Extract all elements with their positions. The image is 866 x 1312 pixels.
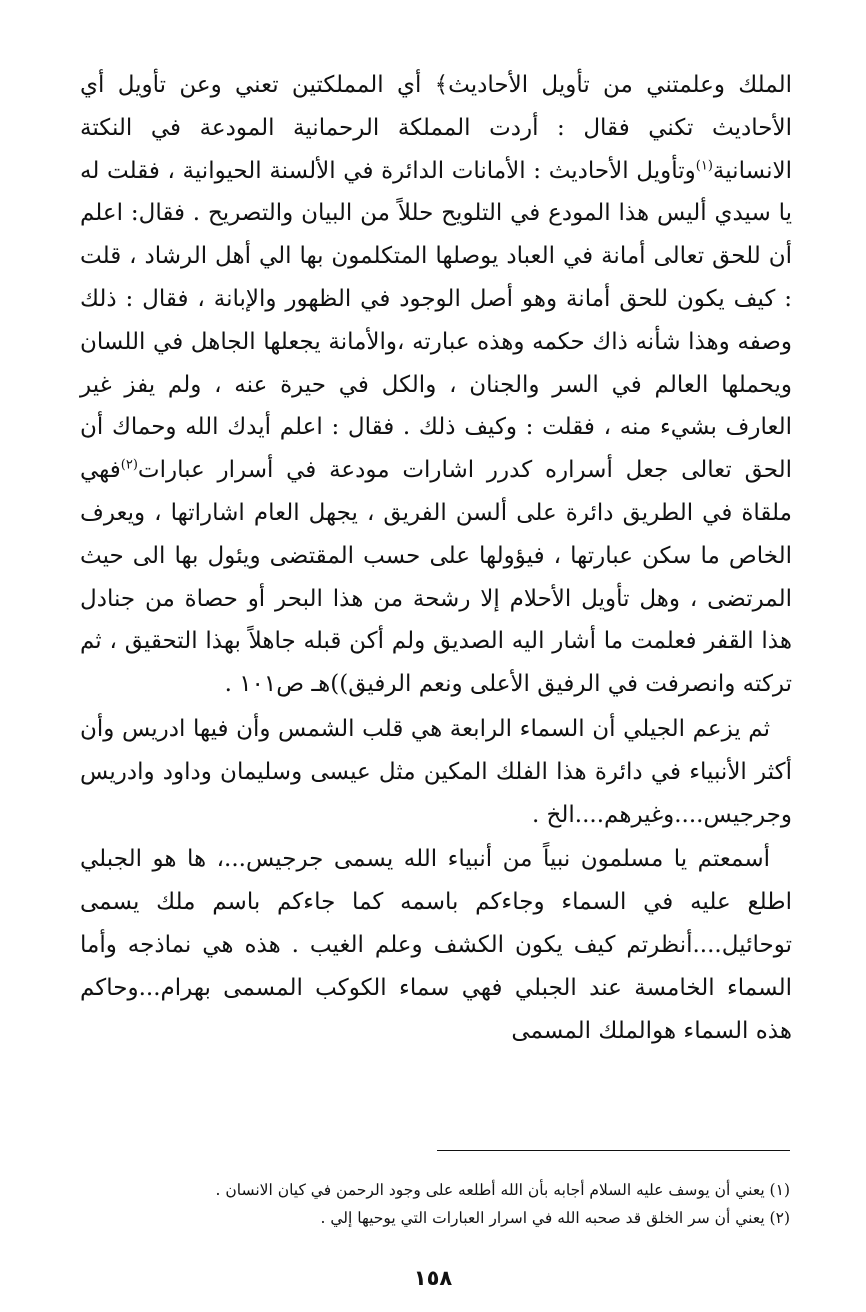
page-number: ١٥٨ bbox=[413, 1266, 453, 1290]
paragraph-1-text-b: وتأويل الأحاديث : الأمانات الدائرة في الألسنة الحيوانية ، فقلت له يا سيدي أليس هذا المودع في التلويح حللاً من البيان والتصريح . فقال: اعلم أن للحق تعالى أمانة في العباد يوصلها المتكلمون بها الي أهل الرشاد ، قلت : كيف يكون للحق أمانة وهو أصل الوجود في الظهور والإبانة ، فقال : ذلك وصفه وهذا شأنه ذاك حكمه وهذه عبارته ،والأمانة يجعلها الجاهل في اللسان ويحملها العالم في السر والجنان ، والكل في حيرة عنه ، ولم يفز غير العارف بشيء منه ، فقلت : وكيف ذلك . فقال : اعلم أيدك الله وحماك أن الحق تعالى جعل أسراره كدرر اشارات مودعة في أسرار عبارات bbox=[80, 157, 792, 484]
paragraph-3 bbox=[80, 838, 792, 1052]
footnote-1: (١) يعني أن يوسف عليه السلام أجابه بأن الله أطلعه على وجود الرحمن في كيان الانسان . bbox=[215, 1181, 790, 1199]
footnote-separator bbox=[437, 1150, 790, 1151]
paragraph-1-text-c: فهي ملقاة في الطريق دائرة على ألسن الفريق ، يجهل العام اشاراتها ، ويعرف الخاص ما سكن عبارتها ، فيؤولها على حسب المقتضى ويئول بها الى حيث المرتضى ، وهل تأويل الأحلام إلا رشحة من هذا البحر أو حصاة من جنادل هذا القفر فعلمت ما أشار اليه الصديق ولم أكن قبله جاهلاً بهذا التحقيق ، ثم تركته وانصرفت في الرفيق الأعلى ونعم الرفيق))هـ ص١٠١ . bbox=[80, 457, 792, 698]
footnotes bbox=[110, 1176, 790, 1232]
paragraph-3-text: أسمعتم يا مسلمون نبياً من أنبياء الله يسمى جرجيس...، ها هو الجبلي اطلع عليه في السماء وجاءكم باسمه كما جاءكم باسم ملك يسمى توحائيل....أنظرتم كيف يكون الكشف وعلم الغيب . هذه هي نماذجه وأما السماء الخامسة عند الجبلي فهي سماء الكوكب المسمى بهرام...وحاكم هذه السماء هوالملك المسمى bbox=[80, 846, 792, 1044]
paragraph-1-text-a: الملك وعلمتني من تأويل الأحاديث﴾ أي المملكتين تعني وعن تأويل أي الأحاديث تكني فقال : أردت المملكة الرحمانية المودعة في النكتة الانسانية bbox=[80, 72, 792, 184]
footnote-2: (٢) يعني أن سر الخلق قد صحبه الله في اسرار العبارات التي يوحيها إلي . bbox=[320, 1209, 790, 1227]
footnote-ref-1[interactable]: (١) bbox=[695, 157, 713, 173]
paragraph-2 bbox=[80, 708, 792, 836]
paragraph-2-text: ثم يزعم الجيلي أن السماء الرابعة هي قلب الشمس وأن فيها ادريس وأن أكثر الأنبياء في دائرة هذا الفلك المكين مثل عيسى وسليمان وداود وادريس وجرجيس....وغيرهم....الخ . bbox=[80, 715, 792, 828]
paragraph-1 bbox=[80, 64, 792, 706]
main-text bbox=[80, 64, 792, 1052]
footnote-ref-2[interactable]: (٢) bbox=[120, 457, 138, 473]
